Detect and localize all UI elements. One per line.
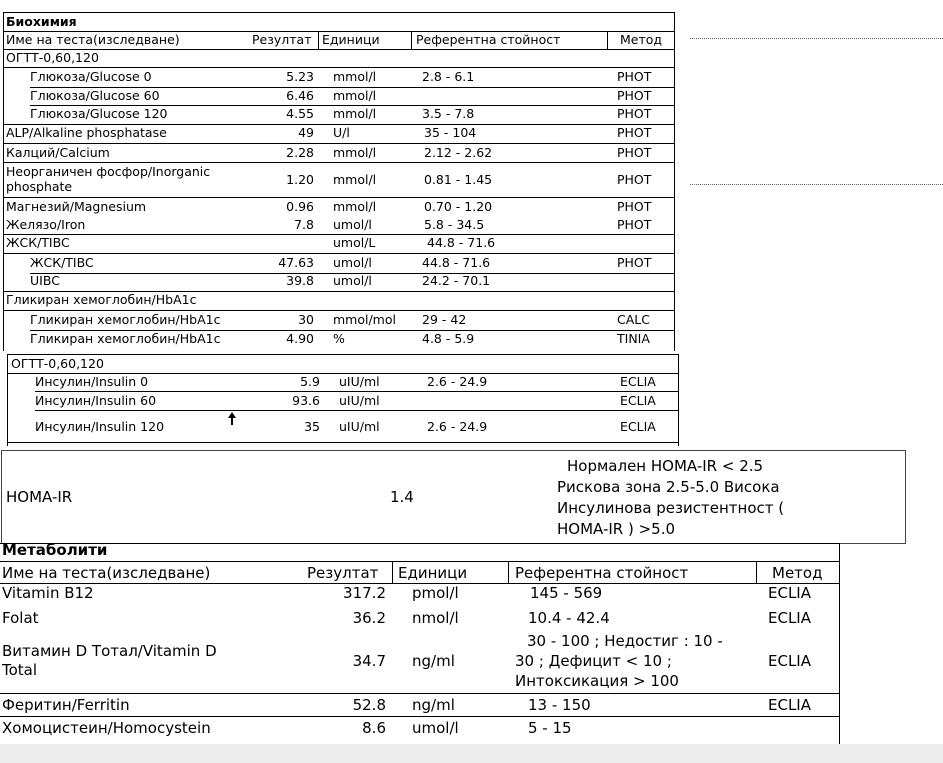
row-method: PHOT bbox=[617, 255, 652, 270]
row-units: mmol/l bbox=[333, 145, 377, 160]
homa-value: 1.4 bbox=[390, 488, 414, 506]
row-name: Инсулин/Insulin 120 bbox=[35, 419, 165, 434]
row-ref: 5 - 15 bbox=[528, 719, 572, 737]
homa-ref-line: HOMA-IR ) >5.0 bbox=[557, 520, 676, 538]
row-ref: 2.6 - 24.9 bbox=[427, 419, 488, 434]
row-method: ECLIA bbox=[768, 609, 811, 627]
homa-label: HOMA-IR bbox=[6, 488, 73, 506]
col-header-ref: Референтна стойност bbox=[416, 32, 561, 47]
homa-ref-line: Нормален HOMA-IR < 2.5 bbox=[567, 457, 764, 475]
row-units: mmol/l bbox=[333, 106, 377, 121]
row-method: ECLIA bbox=[620, 374, 656, 389]
row-units: nmol/l bbox=[412, 609, 459, 627]
row-ref: 3.5 - 7.8 bbox=[422, 106, 475, 121]
row-result: 30 bbox=[298, 312, 314, 327]
row-ref: Интоксикация > 100 bbox=[515, 672, 679, 690]
row-name: ОГТТ-0,60,120 bbox=[6, 50, 99, 65]
row-units: umol/l bbox=[333, 217, 372, 232]
row-units: mmol/l bbox=[333, 172, 377, 187]
row-ref: 35 - 104 bbox=[424, 125, 477, 140]
row-result: 35 bbox=[304, 419, 320, 434]
row-ref: 2.6 - 24.9 bbox=[427, 374, 488, 389]
divider bbox=[690, 184, 943, 185]
row-name: Магнезий/Magnesium bbox=[6, 199, 147, 214]
row-result: 52.8 bbox=[352, 696, 386, 714]
row-result: 4.90 bbox=[286, 331, 314, 346]
row-method: TINIA bbox=[617, 331, 650, 346]
row-units: umol/l bbox=[333, 273, 372, 288]
col-header-method: Метод bbox=[620, 32, 663, 47]
row-units: uIU/ml bbox=[339, 374, 380, 389]
row-result: 47.63 bbox=[278, 255, 314, 270]
col-header-units: Единици bbox=[398, 564, 468, 582]
row-result: 39.8 bbox=[286, 273, 314, 288]
row-method: PHOT bbox=[617, 199, 652, 214]
row-ref: 29 - 42 bbox=[422, 312, 467, 327]
row-ref: 24.2 - 70.1 bbox=[422, 273, 491, 288]
row-method: PHOT bbox=[617, 69, 652, 84]
row-name: Глюкоза/Glucose 60 bbox=[30, 88, 160, 103]
row-method: PHOT bbox=[617, 88, 652, 103]
row-name: ALP/Alkaline phosphatase bbox=[6, 125, 167, 140]
row-ref: 0.81 - 1.45 bbox=[424, 172, 493, 187]
row-units: uIU/ml bbox=[339, 393, 380, 408]
row-result: 317.2 bbox=[343, 584, 386, 602]
row-ref: 5.8 - 34.5 bbox=[424, 217, 485, 232]
row-method: CALC bbox=[617, 312, 650, 327]
row-result: 8.6 bbox=[362, 719, 386, 737]
row-result: 1.20 bbox=[286, 172, 314, 187]
row-units: U/l bbox=[333, 125, 350, 140]
row-units: mmol/l bbox=[333, 69, 377, 84]
row-method: PHOT bbox=[617, 172, 652, 187]
row-name-cont: Total bbox=[2, 661, 38, 679]
section-title: Биохимия bbox=[6, 14, 77, 29]
row-units: umol/l bbox=[333, 255, 372, 270]
cursor-arrow-icon bbox=[227, 412, 237, 426]
row-units: % bbox=[333, 331, 345, 346]
row-name: Витамин D Тотал/Vitamin D bbox=[2, 642, 217, 660]
homa-ref-line: Инсулинова резистентност ( bbox=[557, 499, 785, 517]
row-ref: 44.8 - 71.6 bbox=[422, 255, 491, 270]
row-method: ECLIA bbox=[768, 652, 811, 670]
row-result: 7.8 bbox=[294, 217, 314, 232]
row-result: 5.9 bbox=[300, 374, 320, 389]
homa-ref-line: Рискова зона 2.5-5.0 Висока bbox=[557, 478, 780, 496]
row-name: Гликиран хемоглобин/HbA1c bbox=[30, 331, 221, 346]
row-units: umol/l bbox=[412, 719, 459, 737]
row-result: 93.6 bbox=[292, 393, 320, 408]
row-units: umol/L bbox=[333, 235, 376, 250]
row-name: Калций/Calcium bbox=[6, 145, 110, 160]
row-name: ЖСК/TIBC bbox=[30, 255, 94, 270]
row-ref: 0.70 - 1.20 bbox=[424, 199, 493, 214]
row-units: ng/ml bbox=[412, 652, 455, 670]
row-name: Folat bbox=[2, 609, 39, 627]
row-ref: 2.12 - 2.62 bbox=[424, 145, 493, 160]
row-result: 49 bbox=[298, 125, 314, 140]
row-name: Глюкоза/Glucose 120 bbox=[30, 106, 168, 121]
row-name: Хомоцистеин/Homocystein bbox=[2, 719, 211, 737]
divider bbox=[690, 38, 943, 39]
row-units: uIU/ml bbox=[339, 419, 380, 434]
row-method: PHOT bbox=[617, 106, 652, 121]
col-header-name: Име на теста(изследване) bbox=[6, 32, 180, 47]
row-method: ECLIA bbox=[768, 696, 811, 714]
col-header-ref: Референтна стойност bbox=[515, 564, 689, 582]
col-header-units: Единици bbox=[322, 32, 380, 47]
row-name-cont: phosphate bbox=[6, 179, 73, 194]
row-result: 34.7 bbox=[352, 652, 386, 670]
row-name: Желязо/Iron bbox=[6, 217, 86, 232]
col-header-result: Резултат bbox=[252, 32, 312, 47]
row-ref: 30 - 100 ; Недостиг : 10 - bbox=[527, 632, 723, 650]
row-name: Неорганичен фосфор/Inorganic bbox=[6, 164, 211, 179]
row-result: 6.46 bbox=[286, 88, 314, 103]
row-ref: 145 - 569 bbox=[530, 584, 603, 602]
row-method: ECLIA bbox=[620, 393, 656, 408]
row-result: 4.55 bbox=[286, 106, 314, 121]
row-ref: 4.8 - 5.9 bbox=[422, 331, 475, 346]
row-ref: 13 - 150 bbox=[528, 696, 591, 714]
row-units: mmol/l bbox=[333, 199, 377, 214]
row-name: ЖСК/TIBC bbox=[6, 235, 70, 250]
col-header-method: Метод bbox=[772, 564, 823, 582]
row-result: 0.96 bbox=[286, 199, 314, 214]
row-name: Феритин/Ferritin bbox=[2, 696, 130, 714]
homa-box bbox=[1, 450, 906, 544]
section-title: Метаболити bbox=[2, 541, 108, 559]
row-name: Гликиран хемоглобин/HbA1c bbox=[30, 312, 221, 327]
row-units: ng/ml bbox=[412, 696, 455, 714]
col-header-name: Име на теста(изследване) bbox=[2, 564, 211, 582]
row-result: 5.23 bbox=[286, 69, 314, 84]
row-result: 2.28 bbox=[286, 145, 314, 160]
row-name: Глюкоза/Glucose 0 bbox=[30, 69, 152, 84]
col-header-result: Резултат bbox=[307, 564, 379, 582]
row-ref: 30 ; Дефицит < 10 ; bbox=[515, 652, 672, 670]
row-ref: 10.4 - 42.4 bbox=[528, 609, 610, 627]
row-ref: 44.8 - 71.6 bbox=[427, 235, 496, 250]
bottom-bar bbox=[0, 744, 943, 763]
row-result: 36.2 bbox=[352, 609, 386, 627]
row-name: Инсулин/Insulin 0 bbox=[35, 374, 149, 389]
row-method: ECLIA bbox=[768, 584, 811, 602]
row-units: mmol/mol bbox=[333, 312, 396, 327]
row-name: ОГТТ-0,60,120 bbox=[11, 356, 104, 371]
row-method: PHOT bbox=[617, 145, 652, 160]
row-name: Инсулин/Insulin 60 bbox=[35, 393, 157, 408]
row-method: PHOT bbox=[617, 125, 652, 140]
row-ref: 2.8 - 6.1 bbox=[422, 69, 475, 84]
row-units: pmol/l bbox=[412, 584, 459, 602]
row-name: Vitamin B12 bbox=[2, 584, 94, 602]
row-name: Гликиран хемоглобин/HbA1c bbox=[6, 292, 197, 307]
row-method: PHOT bbox=[617, 217, 652, 232]
row-name: UIBC bbox=[30, 273, 60, 288]
row-method: ECLIA bbox=[620, 419, 656, 434]
row-units: mmol/l bbox=[333, 88, 377, 103]
